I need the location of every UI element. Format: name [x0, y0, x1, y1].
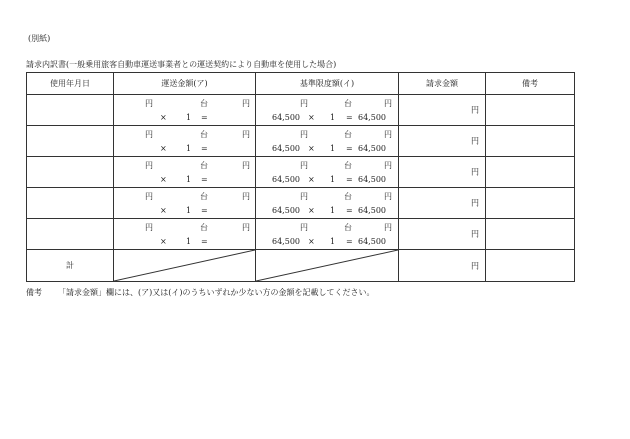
claim-yen-label: 円 [471, 229, 479, 239]
fare-units-label: 台 [200, 223, 208, 232]
remarks-cell [486, 126, 575, 157]
fare-equals-sign: = [201, 237, 208, 246]
claim-cell [399, 219, 486, 250]
fare-equals-sign: = [201, 144, 208, 153]
limit-cell [256, 126, 399, 157]
fare-times-sign: × [160, 237, 167, 246]
table-row [27, 95, 575, 126]
limit-total-yen-label: 円 [384, 223, 392, 232]
claim-yen-label: 円 [471, 167, 479, 177]
limit-yen-label: 円 [300, 223, 308, 232]
limit-line-2 [256, 175, 398, 187]
limit-line-2 [256, 206, 398, 218]
limit-total: 64,500 [358, 144, 386, 153]
fare-line-1 [114, 129, 255, 141]
fare-yen-label: 円 [145, 99, 153, 108]
limit-total: 64,500 [358, 206, 386, 215]
limit-amount: 64,500 [272, 237, 300, 246]
fare-line-2 [114, 175, 255, 187]
fare-line-2 [114, 144, 255, 156]
table-row [27, 126, 575, 157]
limit-total-yen-label: 円 [384, 99, 392, 108]
column-header-claim: 請求金額 [399, 73, 486, 95]
table-row [27, 188, 575, 219]
fare-cell [114, 157, 256, 188]
column-header-remarks: 備考 [486, 73, 575, 95]
fare-equals-sign: = [201, 206, 208, 215]
limit-units-label: 台 [344, 99, 352, 108]
total-label: 計 [27, 250, 114, 282]
claim-cell [399, 126, 486, 157]
limit-count: 1 [330, 113, 336, 122]
limit-count: 1 [330, 237, 336, 246]
limit-units-label: 台 [344, 192, 352, 201]
diagonal-strike-fare [114, 250, 255, 281]
limit-total-yen-label: 円 [384, 161, 392, 170]
fare-equals-sign: = [201, 175, 208, 184]
fare-count: 1 [186, 113, 192, 122]
fare-units-label: 台 [200, 161, 208, 170]
fare-times-sign: × [160, 113, 167, 122]
limit-total: 64,500 [358, 237, 386, 246]
claim-cell [399, 95, 486, 126]
limit-count: 1 [330, 206, 336, 215]
fare-total-yen-label: 円 [242, 223, 250, 232]
total-remarks-cell [486, 250, 575, 282]
claim-yen-label: 円 [471, 198, 479, 208]
fare-times-sign: × [160, 175, 167, 184]
total-row [27, 250, 575, 282]
limit-yen-label: 円 [300, 192, 308, 201]
remarks-cell [486, 188, 575, 219]
fare-total-yen-label: 円 [242, 130, 250, 139]
claim-yen-label: 円 [471, 136, 479, 146]
limit-amount: 64,500 [272, 206, 300, 215]
fare-line-1 [114, 98, 255, 110]
limit-count: 1 [330, 144, 336, 153]
limit-cell [256, 157, 399, 188]
fare-count: 1 [186, 144, 192, 153]
column-header-date: 使用年月日 [27, 73, 114, 95]
limit-count: 1 [330, 175, 336, 184]
fare-cell [114, 95, 256, 126]
fare-count: 1 [186, 175, 192, 184]
limit-total-yen-label: 円 [384, 130, 392, 139]
remarks-cell [486, 157, 575, 188]
table-row [27, 157, 575, 188]
fare-equals-sign: = [201, 113, 208, 122]
limit-line-2 [256, 113, 398, 125]
fare-line-2 [114, 237, 255, 249]
limit-equals-sign: = [346, 144, 353, 153]
fare-total-yen-label: 円 [242, 192, 250, 201]
limit-times-sign: × [308, 237, 315, 246]
limit-times-sign: × [308, 113, 315, 122]
limit-equals-sign: = [346, 206, 353, 215]
fare-cell [114, 188, 256, 219]
limit-total-yen-label: 円 [384, 192, 392, 201]
fare-times-sign: × [160, 206, 167, 215]
limit-times-sign: × [308, 175, 315, 184]
limit-line-1 [256, 129, 398, 141]
fare-units-label: 台 [200, 192, 208, 201]
limit-line-2 [256, 237, 398, 249]
date-cell [27, 95, 114, 126]
fare-yen-label: 円 [145, 223, 153, 232]
table-header-row [27, 73, 575, 95]
attachment-label: (別紙) [28, 34, 51, 43]
table-title: 請求内訳書(一般乗用旅客自動車運送事業者との運送契約により自動車を使用した場合) [26, 60, 337, 69]
footnote-text: 「請求金額」欄には、(ア)又は(イ)のうちいずれか少ない方の金額を記載してください。 [58, 288, 375, 297]
fare-yen-label: 円 [145, 192, 153, 201]
limit-units-label: 台 [344, 161, 352, 170]
limit-total: 64,500 [358, 175, 386, 184]
limit-total: 64,500 [358, 113, 386, 122]
table-row [27, 219, 575, 250]
fare-count: 1 [186, 206, 192, 215]
limit-yen-label: 円 [300, 161, 308, 170]
claim-yen-label: 円 [471, 105, 479, 115]
date-cell [27, 188, 114, 219]
fare-units-label: 台 [200, 130, 208, 139]
limit-equals-sign: = [346, 237, 353, 246]
limit-line-1 [256, 160, 398, 172]
total-fare-crossed [114, 250, 256, 282]
limit-line-1 [256, 98, 398, 110]
total-limit-crossed [256, 250, 399, 282]
limit-amount: 64,500 [272, 175, 300, 184]
fare-cell [114, 219, 256, 250]
fare-total-yen-label: 円 [242, 161, 250, 170]
fare-times-sign: × [160, 144, 167, 153]
fare-units-label: 台 [200, 99, 208, 108]
limit-line-2 [256, 144, 398, 156]
limit-yen-label: 円 [300, 130, 308, 139]
remarks-cell [486, 219, 575, 250]
limit-line-1 [256, 222, 398, 234]
limit-line-1 [256, 191, 398, 203]
limit-amount: 64,500 [272, 113, 300, 122]
column-header-fare: 運送金額(ア) [114, 73, 256, 95]
fare-yen-label: 円 [145, 130, 153, 139]
fare-line-1 [114, 160, 255, 172]
limit-equals-sign: = [346, 113, 353, 122]
date-cell [27, 219, 114, 250]
limit-cell [256, 188, 399, 219]
limit-amount: 64,500 [272, 144, 300, 153]
date-cell [27, 157, 114, 188]
limit-times-sign: × [308, 206, 315, 215]
fare-cell [114, 126, 256, 157]
limit-times-sign: × [308, 144, 315, 153]
limit-cell [256, 95, 399, 126]
fare-line-1 [114, 222, 255, 234]
limit-yen-label: 円 [300, 99, 308, 108]
claim-cell [399, 157, 486, 188]
fare-line-2 [114, 113, 255, 125]
limit-units-label: 台 [344, 130, 352, 139]
limit-units-label: 台 [344, 223, 352, 232]
remarks-cell [486, 95, 575, 126]
column-header-limit: 基準限度額(イ) [256, 73, 399, 95]
claim-breakdown-table [26, 72, 575, 282]
fare-yen-label: 円 [145, 161, 153, 170]
fare-line-2 [114, 206, 255, 218]
fare-line-1 [114, 191, 255, 203]
date-cell [27, 126, 114, 157]
total-claim-yen: 円 [471, 261, 479, 270]
fare-count: 1 [186, 237, 192, 246]
footnote-label: 備考 [26, 288, 42, 297]
limit-cell [256, 219, 399, 250]
fare-total-yen-label: 円 [242, 99, 250, 108]
total-claim-cell [399, 250, 486, 282]
diagonal-strike-limit [256, 250, 398, 281]
limit-equals-sign: = [346, 175, 353, 184]
claim-cell [399, 188, 486, 219]
